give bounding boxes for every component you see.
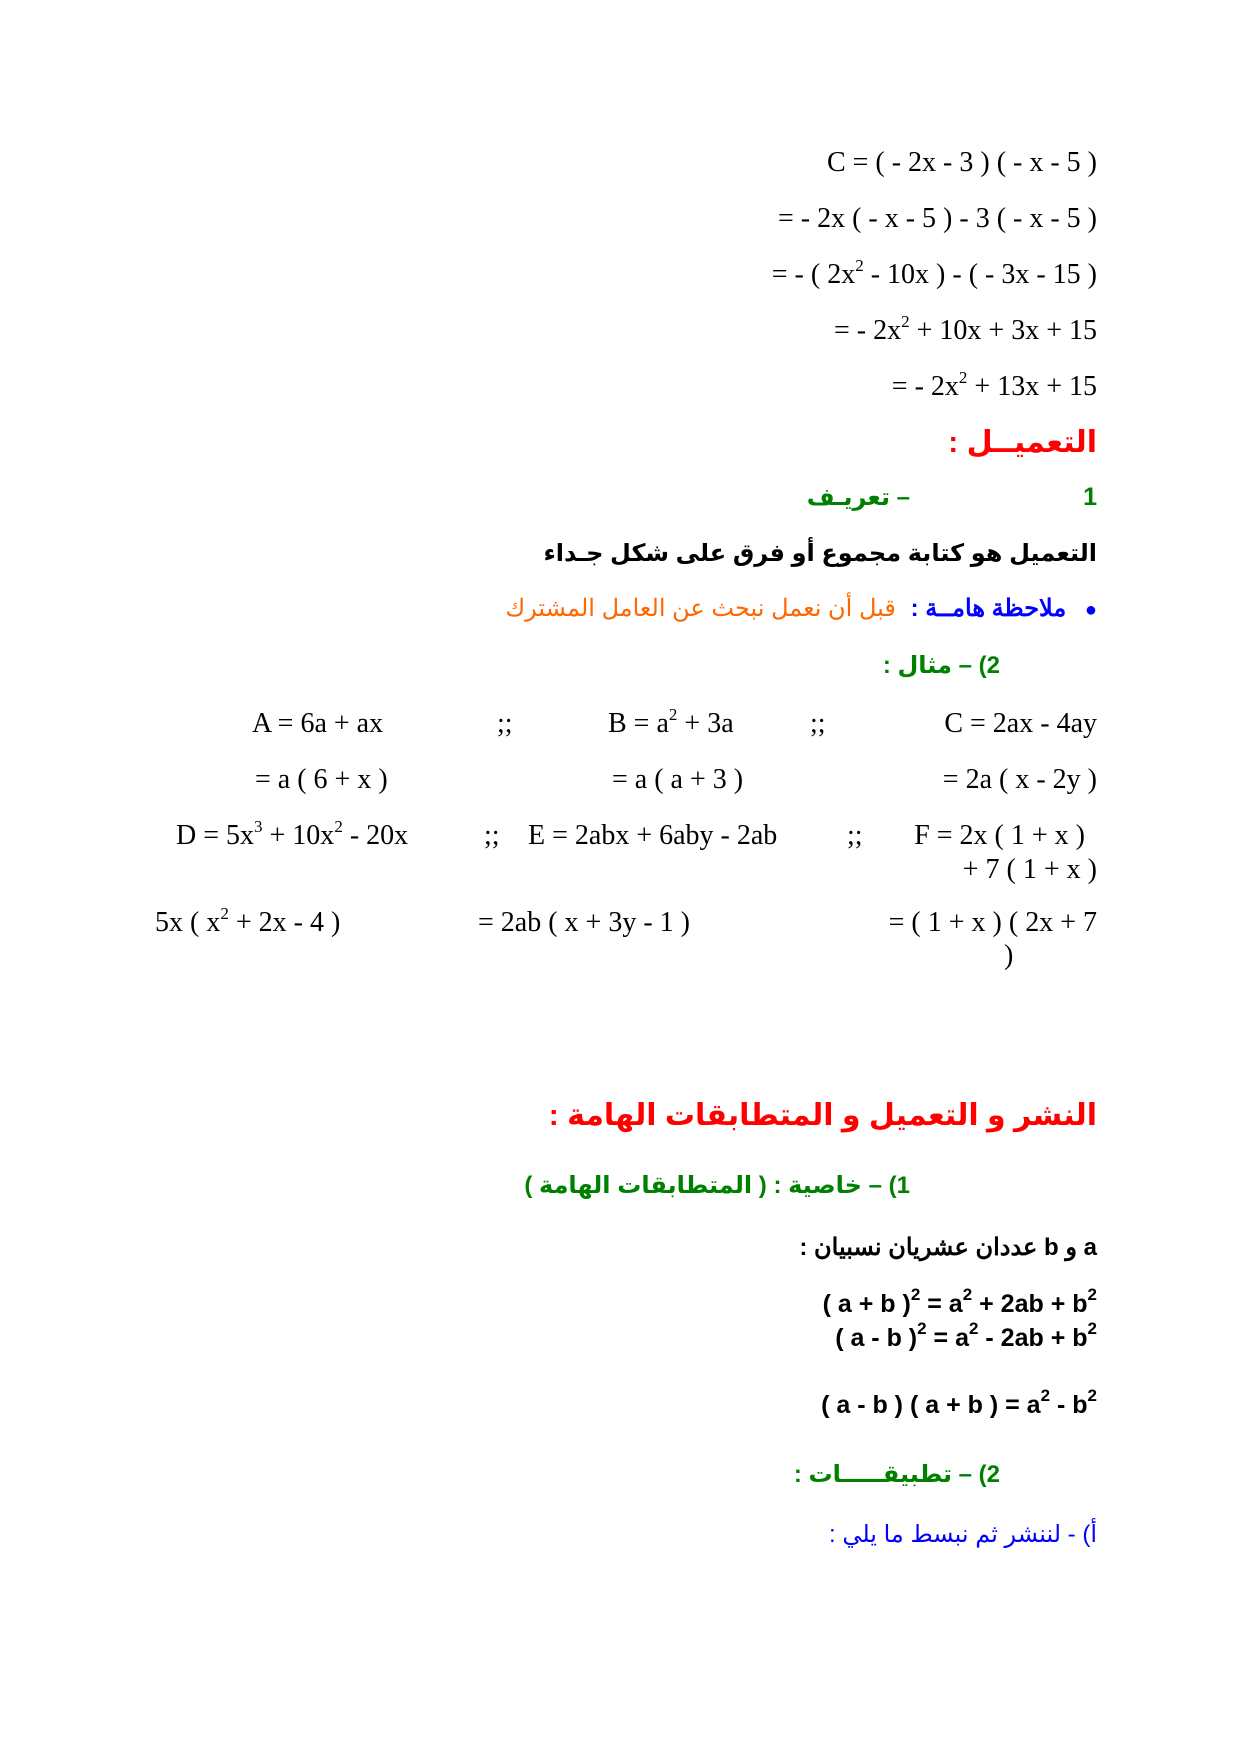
intro-variables: a و b (1044, 1234, 1097, 1261)
example-F-line-1: F = 2x ( 1 + x ) (914, 820, 1085, 851)
example-B-result: = a ( a + 3 ) (612, 764, 744, 795)
example-B: $B = a^2 + 3a$ (608, 705, 734, 739)
example-D-result: 5x ( $x^2 + 2x - 4$ ) (155, 904, 341, 938)
example-label: 2) – مثال : (882, 652, 1000, 679)
note-label: ملاحظة هامــة : (910, 595, 1067, 622)
section-title-factorization: التعميــل : (948, 426, 1097, 459)
identity-difference-of-squares: ( a - b ) ( a + b ) = $a^2 - b^2$ (821, 1386, 1097, 1419)
example-A: A = 6a + ax (252, 708, 384, 739)
example-F-result-line-1: = ( 1 + x ) ( 2x + 7 (888, 907, 1097, 938)
example-D: $D = 5x^3 + 10x^2 - 20x$ (176, 817, 409, 851)
important-note (505, 594, 1097, 623)
separator: ;; (484, 820, 500, 851)
example-A-result: = a ( 6 + x ) (255, 764, 388, 795)
example-E-result: = 2ab ( x + 3y - 1 ) (478, 907, 690, 938)
example-C-result: = 2a ( x - 2y ) (942, 764, 1097, 795)
property-label: 1) – خاصية : ( المتطابقات الهامة ) (524, 1172, 910, 1199)
example-C: C = 2ax - 4ay (944, 708, 1097, 739)
intro-text: عددان عشريان نسبيان : (799, 1234, 1038, 1261)
identities-intro (799, 1233, 1097, 1262)
expansion-line-1: C = ( - 2x - 3 ) ( - x - 5 ) (826, 147, 1097, 178)
separator: ;; (847, 820, 863, 851)
note-text: قبل أن نعمل نبحث عن العامل المشترك (505, 595, 896, 622)
separator: ;; (497, 708, 513, 739)
definition-number: 1 (1083, 483, 1097, 511)
definition-label: – تعريـف (806, 484, 910, 511)
separator: ;; (810, 708, 826, 739)
definition-text: التعميل هو كتابة مجموع أو فرق على شكل جـداء (543, 540, 1097, 567)
example-F-line-2: + 7 ( 1 + x ) (962, 854, 1097, 885)
identity-square-sum: ( a + b )$^2 = a^2 + 2ab + b^2$ (822, 1285, 1097, 1318)
section-title-identities: النشر و التعميل و المتطابقات الهامة : (548, 1099, 1097, 1132)
expansion-line-3: = - ( $2x^2 - 10x$ ) - ( - 3x - 15 ) (771, 256, 1097, 290)
expansion-line-5: = - $2x^2 + 13x + 15$ (891, 368, 1097, 402)
expansion-line-2: = - 2x ( - x - 5 ) - 3 ( - x - 5 ) (777, 203, 1097, 234)
applications-label: 2) – تطبيقـــــات : (793, 1461, 1000, 1488)
example-E: E = 2abx + 6aby - 2ab (528, 820, 778, 851)
expansion-line-4: = - $2x^2 + 10x + 3x + 15$ (834, 312, 1097, 346)
example-F-result-line-2: ) (1004, 940, 1014, 971)
bullet-icon: ● (1084, 599, 1097, 621)
identity-square-difference: ( a - b )$^2 = a^2 - 2ab + b^2$ (835, 1319, 1097, 1352)
task-a: أ) - لننشر ثم نبسط ما يلي : (828, 1521, 1097, 1548)
